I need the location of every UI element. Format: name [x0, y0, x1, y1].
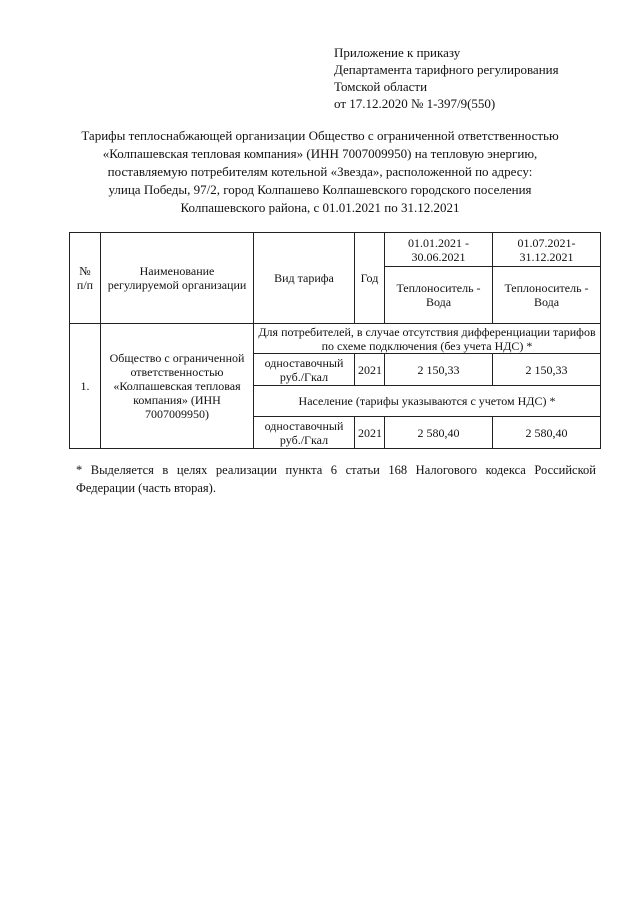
- tariff-table: [69, 232, 601, 449]
- year-cell: 2021: [355, 417, 385, 449]
- value-cell: 2 150,33: [385, 354, 493, 386]
- table-header-row: [70, 233, 601, 267]
- row-org: Общество с ограниченной ответственностью «Колпашевская тепловая компания» (ИНН 7007009950): [101, 324, 254, 449]
- document-title: [60, 127, 580, 217]
- header-tariff-type: Вид тарифа: [254, 233, 355, 324]
- title-line: Колпашевского района, с 01.01.2021 по 31.12.2021: [180, 200, 460, 215]
- value-cell: 2 150,33: [493, 354, 601, 386]
- header-org: Наименование регулируемой организации: [101, 233, 254, 324]
- header-year: Год: [355, 233, 385, 324]
- title-line: «Колпашевская тепловая компания» (ИНН 7007009950) на тепловую энергию,: [102, 146, 538, 161]
- value-cell: 2 580,40: [385, 417, 493, 449]
- section-label: Население (тарифы указываются с учетом НДС) *: [254, 386, 601, 417]
- section-label-row: [70, 324, 601, 354]
- section-label: Для потребителей, в случае отсутствия дифференциации тарифов по схеме подключения (без учета НДС) *: [254, 324, 601, 354]
- footnote: * Выделяется в целях реализации пункта 6 статьи 168 Налогового кодекса Российской Федерации (часть вторая).: [76, 463, 596, 495]
- title-line: улица Победы, 97/2, город Колпашево Колпашевского городского поселения: [108, 182, 532, 197]
- appendix-line: Приложение к приказу: [334, 45, 461, 60]
- header-period-2: 01.07.2021- 31.12.2021: [493, 233, 601, 267]
- appendix-block: [334, 44, 559, 112]
- year-cell: 2021: [355, 354, 385, 386]
- header-period-1: 01.01.2021 - 30.06.2021: [385, 233, 493, 267]
- title-line: поставляемую потребителям котельной «Звезда», расположенной по адресу:: [107, 164, 533, 179]
- header-medium-1: Теплоноситель - Вода: [385, 267, 493, 324]
- row-num: 1.: [70, 324, 101, 449]
- title-line: Тарифы теплоснабжающей организации Общество с ограниченной ответственностью: [81, 128, 559, 143]
- header-num: № п/п: [70, 233, 101, 324]
- tariff-type-cell: одноставочный руб./Гкал: [254, 354, 355, 386]
- appendix-line: Томской области: [334, 79, 428, 94]
- header-medium-2: Теплоноситель - Вода: [493, 267, 601, 324]
- appendix-line: от 17.12.2020 № 1-397/9(550): [334, 96, 496, 111]
- appendix-line: Департамента тарифного регулирования: [334, 62, 559, 77]
- value-cell: 2 580,40: [493, 417, 601, 449]
- tariff-type-cell: одноставочный руб./Гкал: [254, 417, 355, 449]
